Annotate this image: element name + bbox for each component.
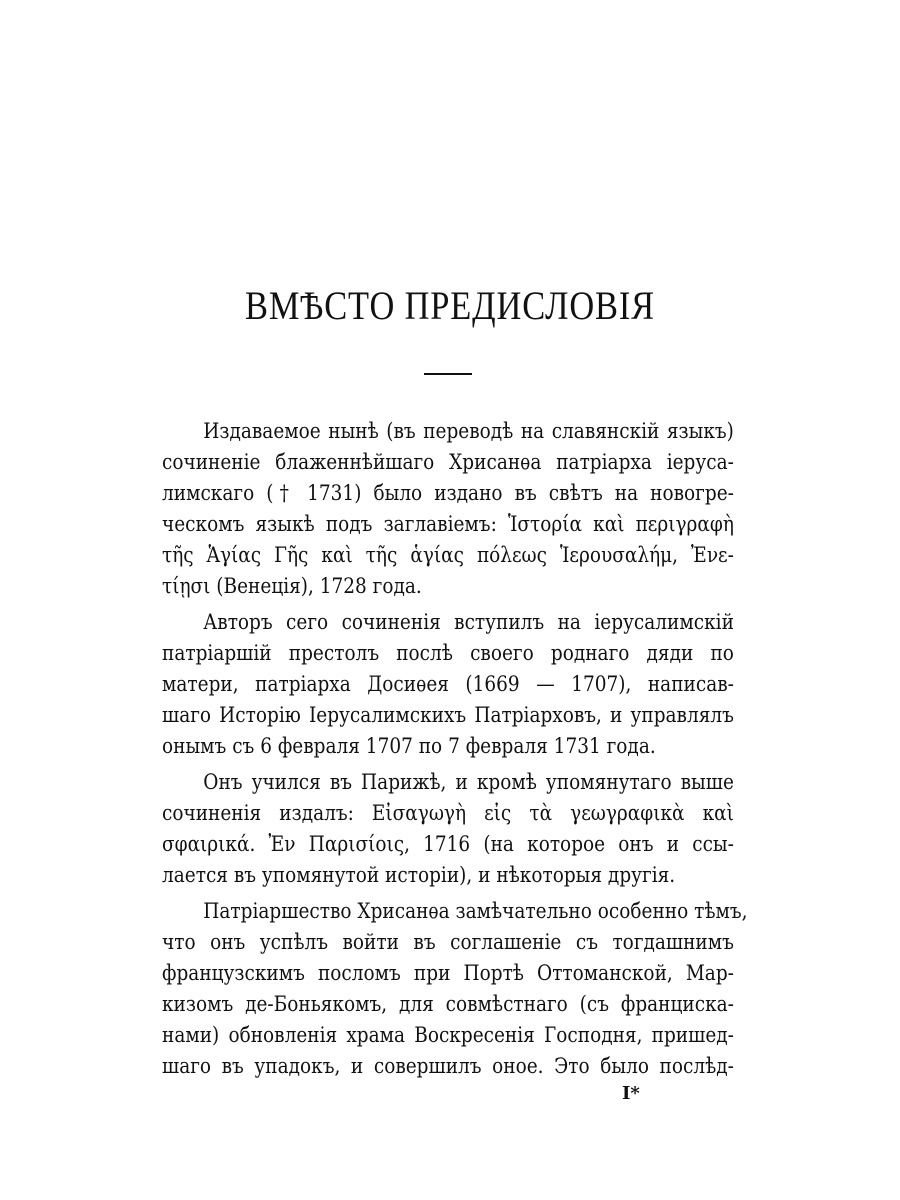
text-line: сочиненіе блаженнѣйшаго Хрисанѳа патріарха іеруса- [162,450,734,475]
text-line: патріаршій престолъ послѣ своего роднаго дяди по [162,641,734,666]
text-line: сочиненія издалъ: Εἰσαγωγὴ εἰς τὰ γεωγραφικὰ καὶ [162,801,734,826]
text-line: нами) обновленія храма Воскресенія Господня, пришед- [162,1023,734,1048]
paragraph-3 [162,767,734,891]
page-title: ВМѢСТО ПРЕДИСЛОВІЯ [245,283,655,328]
text-line: ческомъ языкѣ подъ заглавіемъ: Ἱστορία καὶ περιγραφὴ [162,512,734,537]
text-line: лимскаго († 1731) было издано въ свѣтъ на новогре- [162,481,734,506]
text-line: онымъ съ 6 февраля 1707 по 7 февраля 1731 года. [162,734,656,759]
paragraph-1 [162,416,734,602]
text-line: кизомъ де-Боньякомъ, для совмѣстнаго (съ франциска- [162,992,734,1017]
title-divider [424,373,472,375]
paragraph-4 [162,896,748,1082]
text-line: Авторъ сего сочиненія вступилъ на іерусалимскій [203,610,734,635]
text-line: что онъ успѣлъ войти въ соглашеніе съ тогдашнимъ [162,930,734,955]
body-text [162,416,748,1082]
text-line: лается въ упомянутой исторіи), и нѣкоторыя другія. [162,863,676,888]
text-line: τῆς Ἁγίας Γῆς καὶ τῆς ἁγίας πόλεως Ἱερουσαλήμ, Ἐνε- [162,543,734,568]
paragraph-2 [162,607,734,762]
text-line: шаго Исторію Іерусалимскихъ Патріарховъ, и управлялъ [162,703,734,728]
signature-mark: I* [622,1083,640,1104]
text-line: французскимъ посломъ при Портѣ Оттоманской, Мар- [162,961,734,986]
text-line: Издаваемое нынѣ (въ переводѣ на славянскій языкъ) [203,419,734,444]
text-line: шаго въ упадокъ, и совершилъ оное. Это было послѣд- [162,1054,734,1079]
text-line: Онъ учился въ Парижѣ, и кромѣ упомянутаго выше [203,770,734,795]
text-line: Патріаршество Хрисанѳа замѣчательно особенно тѣмъ, [203,899,748,924]
text-line: σφαιρικά. Ἐν Παρισίοις, 1716 (на которое онъ и ссы- [162,832,734,857]
text-line: τίῃσι (Венеція), 1728 года. [162,574,422,599]
text-line: матери, патріарха Досиѳея (1669 — 1707), написав- [162,672,734,697]
